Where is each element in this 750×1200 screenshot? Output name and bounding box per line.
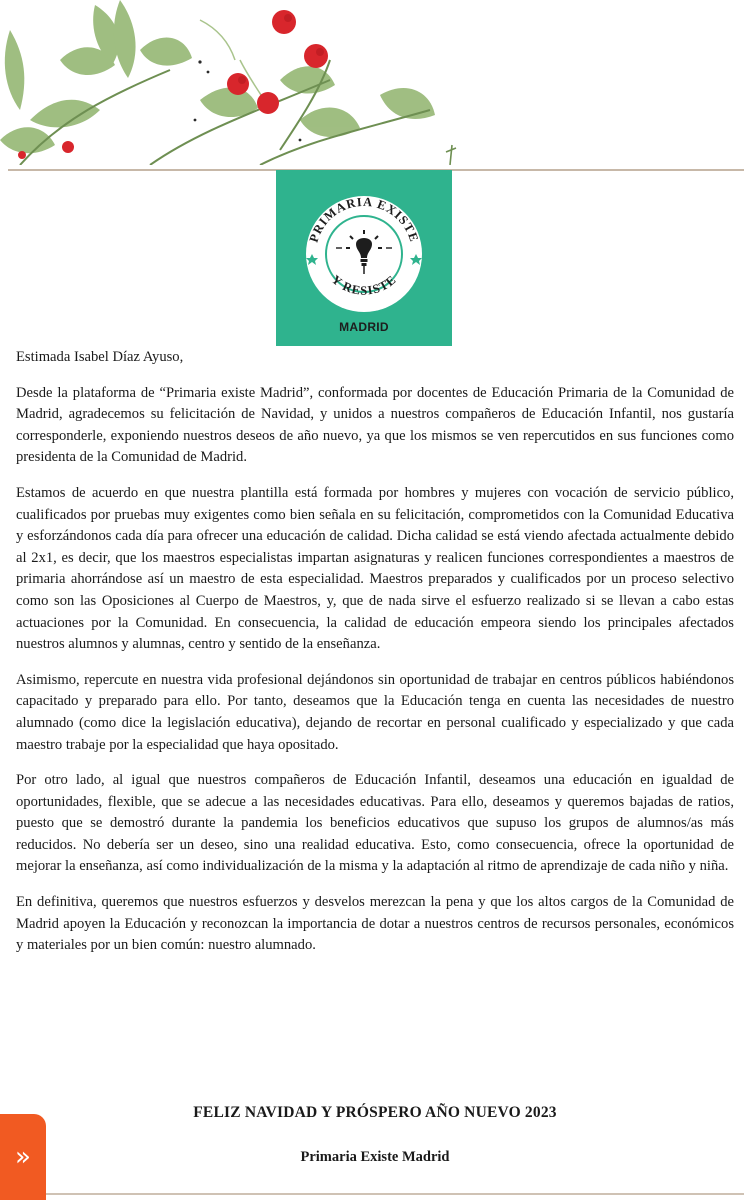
next-page-button[interactable] [0,1114,46,1200]
logo-city: MADRID [339,320,389,334]
holly-branches-illustration [0,0,750,165]
letter-paragraph: Desde la plataforma de “Primaria existe Madrid”, conformada por docentes de Educación Primaria de la Comunidad de Madrid, agradecemos su felicitación de Navidad, y unidos a nuestros compañeros de Educación Infantil, nos gustaría corresponderle, exponiendo nuestros deseos de año nuevo, ya que los mismos se ven repercutidos en sus funciones como presidenta de la Comunidad de Madrid. [16,384,734,466]
letter-paragraph: Asimismo, repercute en nuestra vida profesional dejándonos sin oportunidad de trabajar en centros públicos habiéndonos capacitado y preparado para ello. Por tanto, deseamos que la Educación tenga en cuenta las necesidades de nuestro alumnado (como dice la legislación educativa), dejando de recortar en personal cualificado y especializado y que cada maestro trabaje por la especialidad que haya opositado. [16,671,734,753]
letter-paragraph: Estamos de acuerdo en que nuestra plantilla está formada por hombres y mujeres con vocación de servicio público, cualificados por pruebas muy exigentes como bien señala en su felicitación, comprometidos con la Comunidad Educativa y esforzándonos cada día para ofrecer una educación de calidad. Dicha calidad se está viendo afectada actualmente debido al 2x1, es decir, que los maestros especialistas impartan asignaturas y realicen funciones correspondientes a maestros de primaria ahorrándose así un maestro de esta especialidad. Maestros preparados y cualificados por un proceso selectivo como son las Oposiciones al Cuerpo de Maestros, y, que de nada sirve el esfuerzo realizado si se llevan a cabo estas actuaciones por la Comunidad. En consecuencia, la calidad de educación empeora siendo los principales afectados nuestros alumnos y alumnas, centro y sentido de la enseñanza. [16,484,734,653]
logo-ring-bottom: Y RESISTE [328,272,400,298]
footer-divider [8,1193,744,1195]
logo-ring-top: PRIMARIA EXISTE [306,194,422,245]
primaria-existe-logo [276,170,452,346]
header-decoration [0,0,750,165]
letter-body [16,347,734,971]
double-chevron-right-icon: » [15,1142,31,1172]
letter-paragraph: Por otro lado, al igual que nuestros compañeros de Educación Infantil, deseamos una educación en igualdad de oportunidades, flexible, que se adecue a las necesidades educativas. Para ello, deseamos y queremos bajadas de ratios, puesto que se demostró durante la pandemia los beneficios educativos que supuso los grupos de alumnos/as más reducidos. No debería ser un deseo, sino una realidad educativa. Esto, como consecuencia, ofrece la oportunidad de mejorar la enseñanza, así como individualización de la misma y la adaptación al ritmo de aprendizaje de cada niño y niña. [16,772,734,875]
letter-closing: FELIZ NAVIDAD Y PRÓSPERO AÑO NUEVO 2023 [193,1104,557,1121]
letter-signature: Primaria Existe Madrid [300,1149,450,1165]
letter-greeting: Estimada Isabel Díaz Ayuso, [16,349,184,365]
letter-paragraph: En definitiva, queremos que nuestros esfuerzos y desvelos merezcan la pena y que los altos cargos de la Comunidad de Madrid apoyen la Educación y reconozcan la importancia de dotar a nuestros centros de recursos personales, económicos y materiales por un bien común: nuestro alumnado. [16,894,734,954]
